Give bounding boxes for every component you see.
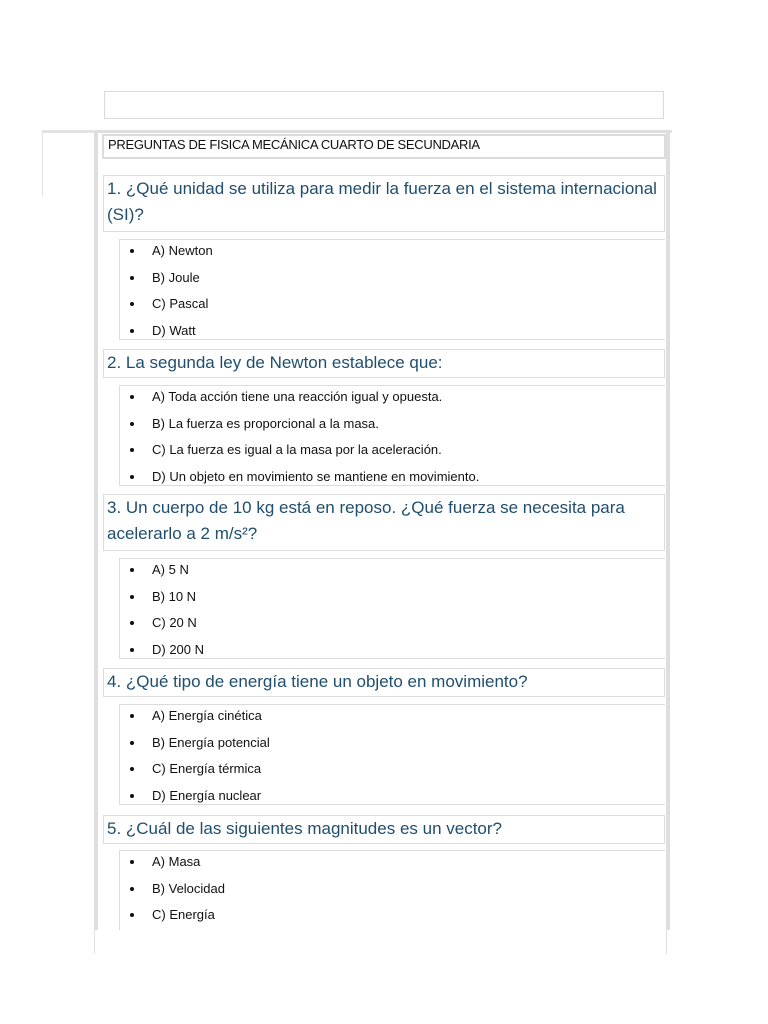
question-1: 1. ¿Qué unidad se utiliza para medir la fuerza en el sistema internacional (SI)? bbox=[103, 175, 665, 232]
list-item: A) 5 N bbox=[120, 560, 665, 587]
options-list-2 bbox=[119, 385, 665, 486]
list-item: A) Energía cinética bbox=[120, 706, 665, 733]
list-item: A) Masa bbox=[120, 852, 665, 879]
list-item: C) La fuerza es igual a la masa por la aceleración. bbox=[120, 440, 665, 467]
question-5: 5. ¿Cuál de las siguientes magnitudes es un vector? bbox=[103, 815, 665, 844]
options-list-4 bbox=[119, 704, 665, 805]
list-item: A) Newton bbox=[120, 241, 665, 268]
list-item: B) Joule bbox=[120, 268, 665, 295]
list-item: B) Velocidad bbox=[120, 879, 665, 906]
frame-line bbox=[94, 930, 95, 954]
list-item: D) Energía nuclear bbox=[120, 786, 665, 813]
frame-line bbox=[666, 930, 667, 954]
question-4: 4. ¿Qué tipo de energía tiene un objeto en movimiento? bbox=[103, 668, 665, 697]
list-item: A) Toda acción tiene una reacción igual y opuesta. bbox=[120, 387, 665, 414]
options-list-5 bbox=[119, 850, 665, 930]
list-item: C) Pascal bbox=[120, 294, 665, 321]
list-item: C) Energía bbox=[120, 905, 665, 932]
frame-line bbox=[42, 130, 43, 196]
list-item: B) La fuerza es proporcional a la masa. bbox=[120, 414, 665, 441]
question-2: 2. La segunda ley de Newton establece que: bbox=[103, 349, 665, 378]
question-3: 3. Un cuerpo de 10 kg está en reposo. ¿Qué fuerza se necesita para acelerarlo a 2 m/s²? bbox=[103, 494, 665, 551]
list-item: B) Energía potencial bbox=[120, 733, 665, 760]
list-item: D) Un objeto en movimiento se mantiene en movimiento. bbox=[120, 467, 665, 494]
header-box bbox=[104, 91, 664, 119]
list-item: D) Watt bbox=[120, 321, 665, 348]
document-title: PREGUNTAS DE FISICA MECÁNICA CUARTO DE SECUNDARIA bbox=[102, 134, 666, 159]
options-list-3 bbox=[119, 558, 665, 659]
options-list-1 bbox=[119, 239, 665, 340]
list-item: D) 200 N bbox=[120, 640, 665, 667]
list-item: B) 10 N bbox=[120, 587, 665, 614]
list-item: C) Energía térmica bbox=[120, 759, 665, 786]
list-item: C) 20 N bbox=[120, 613, 665, 640]
